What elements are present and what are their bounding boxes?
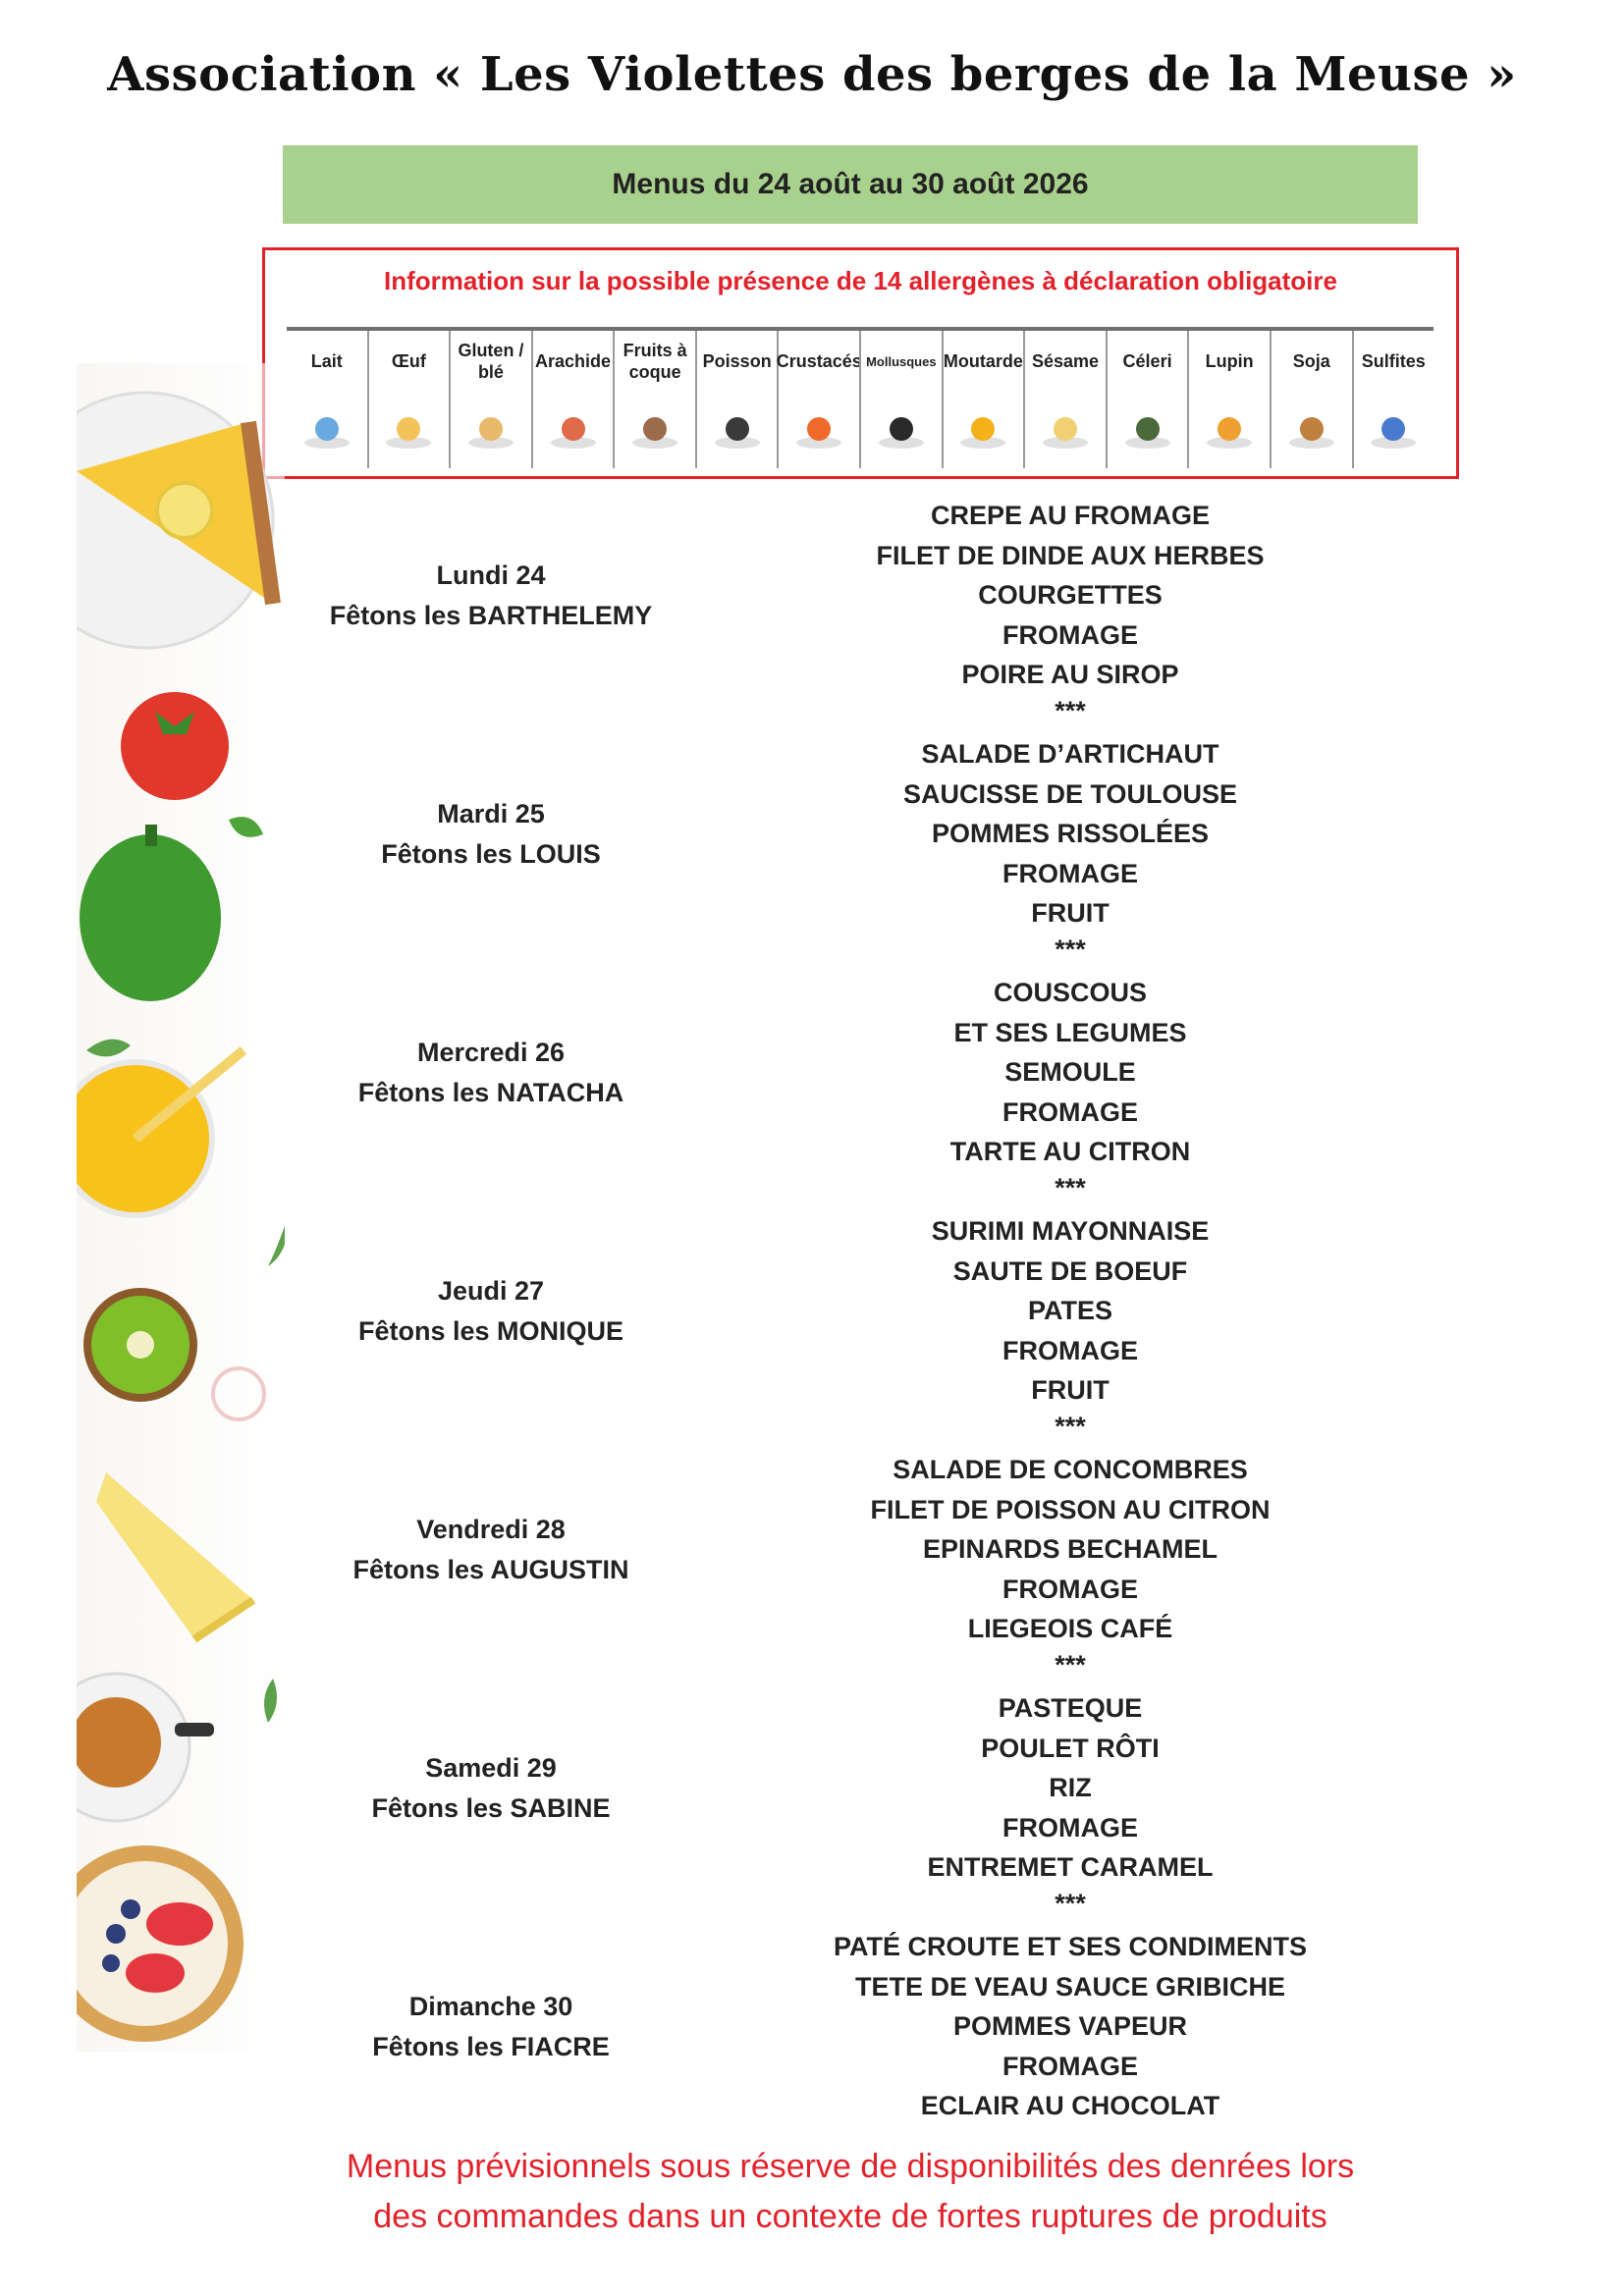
menu-dish: FROMAGE [1002, 858, 1138, 888]
food-illustrations-strip [77, 363, 285, 2052]
allergen-cell [1270, 331, 1352, 468]
menu-dish: FROMAGE [1002, 1335, 1138, 1365]
allergen-cell [859, 331, 942, 468]
day-name: Jeudi 27 [437, 1275, 545, 1306]
day-heading [295, 1987, 687, 2067]
nut-icon [626, 413, 683, 451]
day-name: Lundi 24 [436, 560, 546, 590]
saint-of-day: Fêtons les SABINE [371, 1792, 611, 1823]
celery-icon [1119, 413, 1176, 451]
menu-dish: SALADE D’ARTICHAUT [921, 739, 1219, 769]
allergen-label: Poisson [702, 351, 772, 372]
menu-dish: CREPE AU FROMAGE [930, 501, 1210, 530]
menu-dish: COURGETTES [978, 580, 1163, 610]
menu-dish: SEMOULE [1004, 1057, 1136, 1087]
lupin-icon [1201, 413, 1258, 451]
menu-dish: FRUIT [1031, 898, 1110, 928]
menu-dish: SALADE DE CONCOMBRES [893, 1455, 1248, 1484]
menu-separator: *** [1055, 1649, 1086, 1680]
menu-dish: TETE DE VEAU SAUCE GRIBICHE [854, 1971, 1286, 2002]
menu-dish: RIZ [1049, 1773, 1092, 1802]
day-name: Mardi 25 [437, 798, 545, 828]
menu-dish: FRUIT [1031, 1375, 1110, 1405]
menu-dish: ET SES LEGUMES [953, 1017, 1187, 1047]
allergen-cell [287, 331, 367, 468]
disclaimer-line-1: Menus prévisionnels sous réserve de disponibilités des denrées lors [346, 2148, 1355, 2185]
allergen-label: Sésame [1031, 351, 1100, 372]
day-name: Samedi 29 [425, 1752, 557, 1783]
tomato-icon [121, 692, 229, 800]
menu-dish: SAUTE DE BOEUF [952, 1255, 1188, 1286]
day-heading [295, 794, 687, 875]
allergen-cell [449, 331, 531, 468]
menu-separator: *** [1055, 934, 1086, 964]
milk-icon [298, 413, 355, 451]
allergen-cell [367, 331, 450, 468]
saint-of-day: Fêtons les NATACHA [357, 1077, 624, 1107]
menu-period-text: Menus du 24 août au 30 août 2026 [612, 168, 1089, 200]
sulfites-icon [1365, 413, 1422, 451]
day-heading [295, 1033, 687, 1113]
day-heading [295, 1748, 687, 1829]
menu-dish: POULET RÔTI [981, 1733, 1160, 1763]
menu-dish: POIRE AU SIROP [961, 660, 1179, 689]
day-name: Dimanche 30 [408, 1991, 573, 2021]
menu-dish: FILET DE POISSON AU CITRON [870, 1494, 1271, 1524]
saint-of-day: Fêtons les AUGUSTIN [352, 1554, 629, 1584]
page-title: Association « Les Violettes des berges de la Meuse » [107, 47, 1517, 102]
menu-dish: COUSCOUS [993, 978, 1147, 1007]
allergen-label: Soja [1292, 351, 1330, 372]
day-heading [295, 1510, 687, 1590]
shrimp-icon [790, 413, 847, 451]
allergen-label: Lait [310, 351, 343, 372]
menu-dish: FROMAGE [1002, 619, 1138, 650]
allergen-cell [1352, 331, 1435, 468]
disclaimer-line-2: des commandes dans un contexte de fortes ruptures de produits [373, 2198, 1327, 2235]
mussel-icon [873, 413, 930, 451]
saint-of-day: Fêtons les LOUIS [381, 838, 601, 869]
menu-dish: POMMES VAPEUR [952, 2011, 1188, 2041]
menu-dish: TARTE AU CITRON [949, 1137, 1191, 1166]
allergen-cell [695, 331, 778, 468]
allergen-label: Mollusques [866, 354, 937, 370]
peanut-icon [545, 413, 602, 451]
allergen-label: Crustacés [776, 351, 862, 372]
allergen-cell [1023, 331, 1106, 468]
mustard-icon [954, 413, 1011, 451]
menu-separator: *** [1055, 1888, 1086, 1918]
menu-dish: SURIMI MAYONNAISE [931, 1216, 1210, 1246]
menu-dish: PASTEQUE [998, 1693, 1143, 1723]
allergen-cell [942, 331, 1024, 468]
menu-dish: EPINARDS BECHAMEL [922, 1534, 1218, 1564]
menu-dish: FROMAGE [1002, 1574, 1138, 1604]
menu-dish: PATES [1027, 1296, 1112, 1325]
menu-dish: ECLAIR AU CHOCOLAT [920, 2091, 1220, 2120]
allergen-cell [531, 331, 614, 468]
allergen-cell [613, 331, 695, 468]
disclaimer-note [0, 2142, 1624, 2242]
allergen-label: Œuf [391, 351, 426, 372]
allergen-label: Arachide [535, 351, 612, 372]
menu-period-banner [283, 145, 1418, 224]
menu-dish: LIEGEOIS CAFÉ [967, 1614, 1173, 1643]
allergen-cell [1187, 331, 1270, 468]
menu-dish: ENTREMET CARAMEL [927, 1852, 1214, 1882]
fish-icon [709, 413, 766, 451]
day-name: Vendredi 28 [416, 1514, 566, 1544]
allergen-label: Moutarde [943, 351, 1023, 372]
saint-of-day: Fêtons les FIACRE [372, 2031, 610, 2061]
allergen-cell [776, 331, 862, 468]
allergen-label: Sulfites [1361, 351, 1426, 372]
allergen-info-title: Information sur la possible présence de 14 allergènes à déclaration obligatoire [384, 266, 1337, 295]
allergen-label: Fruits à coque [623, 341, 687, 382]
menu-separator: *** [1055, 695, 1086, 725]
allergen-label: Céleri [1122, 351, 1172, 372]
menu-dish: FROMAGE [1002, 1812, 1138, 1842]
menu-dish: FROMAGE [1002, 1096, 1138, 1127]
menu-dish: FROMAGE [1002, 2051, 1138, 2081]
menu-separator: *** [1055, 1172, 1086, 1202]
menu-separator: *** [1055, 1411, 1086, 1441]
day-name: Mercredi 26 [416, 1037, 566, 1067]
menu-dish: FILET DE DINDE AUX HERBES [876, 540, 1265, 570]
soy-icon [1283, 413, 1340, 451]
allergen-info-box [262, 247, 1459, 479]
allergen-label: Lupin [1205, 351, 1254, 372]
menu-dish: PATÉ CROUTE ET SES CONDIMENTS [833, 1932, 1308, 1961]
menu-dish: POMMES RISSOLÉES [931, 819, 1210, 848]
menu-dish: SAUCISSE DE TOULOUSE [902, 778, 1238, 809]
egg-icon [380, 413, 437, 451]
day-heading [295, 556, 687, 636]
saint-of-day: Fêtons les MONIQUE [357, 1315, 624, 1346]
allergen-table [287, 327, 1434, 468]
allergen-label: Gluten / blé [458, 341, 524, 382]
wheat-icon [462, 413, 519, 451]
saint-of-day: Fêtons les BARTHELEMY [329, 600, 653, 630]
day-heading [295, 1271, 687, 1352]
sesame-icon [1037, 413, 1094, 451]
allergen-cell [1106, 331, 1188, 468]
